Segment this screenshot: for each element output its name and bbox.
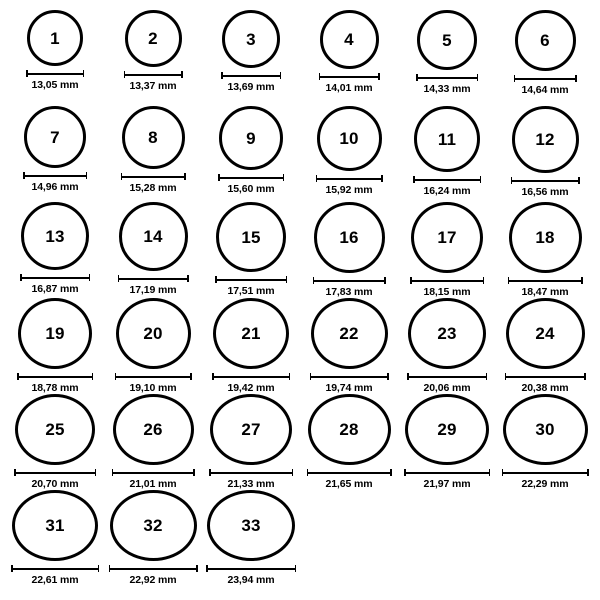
ring-size-label: 17: [437, 228, 457, 247]
ring-circle: [116, 298, 191, 369]
ring-size-label: 11: [437, 129, 457, 149]
ring-size-cell[interactable]: [398, 202, 496, 298]
ring-size-cell[interactable]: [398, 298, 496, 394]
ring-size-label: 31: [45, 516, 65, 535]
ring-size-label: 3: [246, 29, 256, 49]
dimension-line: [11, 568, 99, 570]
ring-dimension: [206, 565, 296, 586]
dimension-arrow-icon: [115, 373, 192, 380]
ring-dimension: [23, 172, 87, 193]
ring-diameter-label: 22,92 mm: [129, 574, 177, 586]
ring-size-cell[interactable]: [496, 106, 594, 202]
ring-size-label: 7: [50, 127, 60, 147]
ring-diameter-label: 20,06 mm: [423, 382, 471, 394]
ring-dimension: [124, 71, 183, 92]
ring-dimension: [121, 173, 186, 194]
ring-size-label: 19: [45, 324, 65, 343]
dimension-arrow-icon: [307, 469, 392, 476]
dimension-line: [505, 376, 586, 378]
ring-size-cell[interactable]: [300, 106, 398, 202]
dimension-line: [404, 472, 490, 474]
dimension-line: [502, 472, 589, 474]
ring-circle: [12, 490, 98, 561]
dimension-line: [121, 176, 186, 178]
ring-dimension: [404, 469, 490, 490]
ring-circle: [509, 202, 582, 273]
ring-dimension: [511, 177, 580, 198]
dimension-line: [209, 472, 293, 474]
ring-diameter-label: 16,56 mm: [521, 186, 569, 198]
dimension-arrow-icon: [118, 275, 189, 282]
ring-diameter-label: 14,01 mm: [325, 82, 373, 94]
dimension-arrow-icon: [413, 176, 481, 183]
ring-diameter-label: 21,65 mm: [325, 478, 373, 490]
dimension-arrow-icon: [505, 373, 586, 380]
ring-diameter-label: 20,38 mm: [521, 382, 569, 394]
ring-size-label: 1: [50, 28, 60, 48]
ring-circle: [408, 298, 486, 369]
ring-size-cell[interactable]: [496, 394, 594, 490]
dimension-line: [23, 175, 87, 177]
ring-size-label: 24: [535, 324, 555, 343]
ring-diameter-label: 15,28 mm: [129, 182, 177, 194]
ring-circle: [222, 10, 280, 68]
ring-size-label: 23: [437, 324, 457, 343]
ring-size-label: 9: [246, 128, 256, 148]
dimension-arrow-icon: [416, 74, 478, 81]
dimension-arrow-icon: [404, 469, 490, 476]
ring-size-cell[interactable]: [398, 394, 496, 490]
ring-size-cell[interactable]: [300, 298, 398, 394]
ring-size-cell[interactable]: [6, 202, 104, 298]
ring-dimension: [416, 74, 478, 95]
ring-circle: [503, 394, 588, 465]
ring-dimension: [313, 277, 386, 298]
ring-dimension: [20, 274, 90, 295]
dimension-arrow-icon: [502, 469, 589, 476]
dimension-arrow-icon: [508, 277, 583, 284]
ring-circle: [207, 490, 295, 561]
ring-size-label: 28: [339, 420, 359, 439]
ring-size-label: 10: [339, 129, 359, 148]
ring-diameter-label: 21,97 mm: [423, 478, 471, 490]
ring-diameter-label: 18,47 mm: [521, 286, 569, 298]
ring-dimension: [14, 469, 96, 490]
ring-dimension: [209, 469, 293, 490]
ring-size-cell[interactable]: [300, 10, 398, 106]
ring-diameter-label: 17,51 mm: [227, 285, 275, 297]
ring-size-label: 30: [535, 420, 555, 439]
ring-circle: [110, 490, 197, 561]
dimension-line: [416, 77, 478, 79]
dimension-line: [26, 73, 84, 75]
ring-diameter-label: 22,61 mm: [31, 574, 79, 586]
ring-size-cell[interactable]: [6, 10, 104, 106]
dimension-arrow-icon: [407, 373, 487, 380]
dimension-arrow-icon: [212, 373, 290, 380]
ring-size-cell[interactable]: [104, 394, 202, 490]
ring-size-label: 2: [148, 29, 158, 48]
dimension-arrow-icon: [218, 174, 284, 181]
ring-size-label: 32: [143, 516, 163, 535]
ring-size-cell[interactable]: [104, 298, 202, 394]
dimension-arrow-icon: [215, 276, 287, 283]
dimension-arrow-icon: [511, 177, 580, 184]
ring-circle: [122, 106, 185, 169]
ring-diameter-label: 13,69 mm: [227, 81, 275, 93]
ring-circle: [512, 106, 579, 173]
ring-size-label: 33: [241, 516, 261, 535]
ring-size-label: 14: [143, 227, 163, 246]
ring-circle: [18, 298, 92, 369]
ring-size-cell[interactable]: [202, 10, 300, 106]
ring-size-cell[interactable]: [6, 490, 104, 586]
ring-size-label: 21: [241, 324, 261, 343]
dimension-arrow-icon: [14, 469, 96, 476]
ring-size-cell[interactable]: [6, 298, 104, 394]
ring-dimension: [307, 469, 392, 490]
ring-size-cell[interactable]: [496, 202, 594, 298]
ring-dimension: [319, 73, 380, 94]
ring-size-label: 25: [45, 420, 65, 439]
ring-circle: [113, 394, 194, 465]
dimension-line: [313, 280, 386, 282]
ring-diameter-label: 20,70 mm: [31, 478, 79, 490]
dimension-line: [112, 472, 195, 474]
dimension-line: [118, 278, 189, 280]
ring-size-label: 15: [241, 227, 261, 247]
ring-dimension: [215, 276, 287, 297]
ring-diameter-label: 22,29 mm: [521, 478, 569, 490]
dimension-line: [514, 78, 577, 80]
ring-size-cell[interactable]: [104, 202, 202, 298]
ring-diameter-label: 18,78 mm: [31, 382, 79, 394]
ring-diameter-label: 14,64 mm: [521, 84, 569, 96]
dimension-arrow-icon: [121, 173, 186, 180]
ring-dimension: [310, 373, 389, 394]
ring-circle: [119, 202, 188, 271]
ring-dimension: [413, 176, 481, 197]
ring-dimension: [17, 373, 93, 394]
ring-size-grid: [6, 10, 594, 586]
dimension-arrow-icon: [206, 565, 296, 572]
ring-circle: [411, 202, 483, 273]
ring-size-label: 4: [344, 30, 354, 49]
ring-circle: [314, 202, 385, 273]
dimension-arrow-icon: [221, 72, 281, 79]
dimension-arrow-icon: [313, 277, 386, 284]
ring-size-cell[interactable]: [300, 394, 398, 490]
ring-diameter-label: 15,60 mm: [227, 183, 275, 195]
ring-circle: [417, 10, 477, 70]
ring-size-cell[interactable]: [496, 10, 594, 106]
dimension-line: [17, 376, 93, 378]
ring-circle: [405, 394, 489, 465]
ring-diameter-label: 18,15 mm: [423, 286, 471, 298]
dimension-arrow-icon: [20, 274, 90, 281]
dimension-line: [511, 180, 580, 182]
dimension-line: [310, 376, 389, 378]
dimension-line: [508, 280, 583, 282]
dimension-line: [215, 279, 287, 281]
ring-dimension: [410, 277, 484, 298]
ring-circle: [210, 394, 292, 465]
ring-size-cell[interactable]: [104, 106, 202, 202]
ring-circle: [317, 106, 382, 171]
dimension-line: [410, 280, 484, 282]
ring-size-cell[interactable]: [202, 394, 300, 490]
dimension-arrow-icon: [109, 565, 198, 572]
ring-circle: [213, 298, 289, 369]
ring-dimension: [218, 174, 284, 195]
ring-size-label: 16: [339, 228, 359, 247]
ring-dimension: [514, 75, 577, 96]
ring-dimension: [112, 469, 195, 490]
dimension-arrow-icon: [11, 565, 99, 572]
ring-dimension: [26, 70, 84, 91]
dimension-line: [413, 179, 481, 181]
dimension-arrow-icon: [319, 73, 380, 80]
ring-size-cell[interactable]: [300, 202, 398, 298]
ring-size-cell[interactable]: [398, 10, 496, 106]
dimension-line: [124, 74, 183, 76]
ring-circle: [21, 202, 89, 270]
ring-circle: [15, 394, 95, 465]
dimension-line: [407, 376, 487, 378]
ring-diameter-label: 19,10 mm: [129, 382, 177, 394]
ring-size-label: 8: [148, 128, 158, 147]
ring-circle: [24, 106, 86, 168]
ring-dimension: [115, 373, 192, 394]
ring-dimension: [11, 565, 99, 586]
ring-size-cell[interactable]: [202, 106, 300, 202]
ring-size-cell[interactable]: [104, 10, 202, 106]
ring-circle: [216, 202, 286, 272]
ring-circle: [219, 106, 283, 170]
dimension-arrow-icon: [514, 75, 577, 82]
ring-diameter-label: 17,83 mm: [325, 286, 373, 298]
ring-size-label: 26: [143, 420, 163, 439]
dimension-line: [20, 277, 90, 279]
ring-size-label: 13: [45, 226, 65, 246]
ring-diameter-label: 14,33 mm: [423, 83, 471, 95]
dimension-line: [212, 376, 290, 378]
dimension-line: [316, 178, 383, 180]
dimension-line: [221, 75, 281, 77]
ring-diameter-label: 17,19 mm: [129, 284, 177, 296]
ring-dimension: [212, 373, 290, 394]
ring-diameter-label: 21,33 mm: [227, 478, 275, 490]
ring-size-label: 27: [241, 420, 261, 439]
ring-circle: [27, 10, 83, 66]
dimension-line: [115, 376, 192, 378]
dimension-arrow-icon: [23, 172, 87, 179]
ring-dimension: [508, 277, 583, 298]
ring-diameter-label: 21,01 mm: [129, 478, 177, 490]
dimension-arrow-icon: [410, 277, 484, 284]
ring-circle: [125, 10, 182, 67]
ring-size-label: 5: [442, 30, 452, 50]
dimension-line: [307, 472, 392, 474]
ring-dimension: [407, 373, 487, 394]
dimension-arrow-icon: [124, 71, 183, 78]
ring-size-label: 20: [143, 324, 163, 343]
ring-circle: [311, 298, 388, 369]
dimension-arrow-icon: [310, 373, 389, 380]
ring-diameter-label: 19,74 mm: [325, 382, 373, 394]
ring-size-cell[interactable]: [104, 490, 202, 586]
ring-size-cell[interactable]: [202, 298, 300, 394]
dimension-arrow-icon: [17, 373, 93, 380]
ring-dimension: [109, 565, 198, 586]
ring-size-cell[interactable]: [6, 106, 104, 202]
dimension-line: [109, 568, 198, 570]
ring-size-label: 22: [339, 324, 359, 343]
ring-diameter-label: 16,24 mm: [423, 185, 471, 197]
ring-size-cell[interactable]: [6, 394, 104, 490]
ring-diameter-label: 23,94 mm: [227, 574, 275, 586]
ring-circle: [515, 10, 576, 71]
ring-diameter-label: 13,37 mm: [129, 80, 177, 92]
ring-size-cell[interactable]: [496, 298, 594, 394]
ring-circle: [320, 10, 379, 69]
dimension-arrow-icon: [316, 175, 383, 182]
ring-diameter-label: 14,96 mm: [31, 181, 79, 193]
dimension-arrow-icon: [209, 469, 293, 476]
ring-dimension: [505, 373, 586, 394]
ring-circle: [506, 298, 585, 369]
dimension-arrow-icon: [112, 469, 195, 476]
ring-dimension: [221, 72, 281, 93]
dimension-line: [206, 568, 296, 570]
ring-diameter-label: 13,05 mm: [31, 79, 79, 91]
dimension-line: [218, 177, 284, 179]
ring-diameter-label: 19,42 mm: [227, 382, 275, 394]
ring-size-label: 12: [535, 130, 555, 149]
dimension-arrow-icon: [26, 70, 84, 77]
ring-circle: [308, 394, 391, 465]
ring-dimension: [502, 469, 589, 490]
ring-circle: [414, 106, 480, 172]
dimension-line: [319, 76, 380, 78]
ring-size-label: 29: [437, 420, 457, 439]
ring-diameter-label: 16,87 mm: [31, 283, 79, 295]
ring-size-label: 18: [535, 228, 555, 247]
ring-size-label: 6: [540, 31, 550, 50]
ring-size-cell[interactable]: [202, 490, 300, 586]
ring-size-cell[interactable]: [398, 106, 496, 202]
ring-diameter-label: 15,92 mm: [325, 184, 373, 196]
ring-size-cell[interactable]: [202, 202, 300, 298]
ring-dimension: [316, 175, 383, 196]
ring-dimension: [118, 275, 189, 296]
dimension-line: [14, 472, 96, 474]
